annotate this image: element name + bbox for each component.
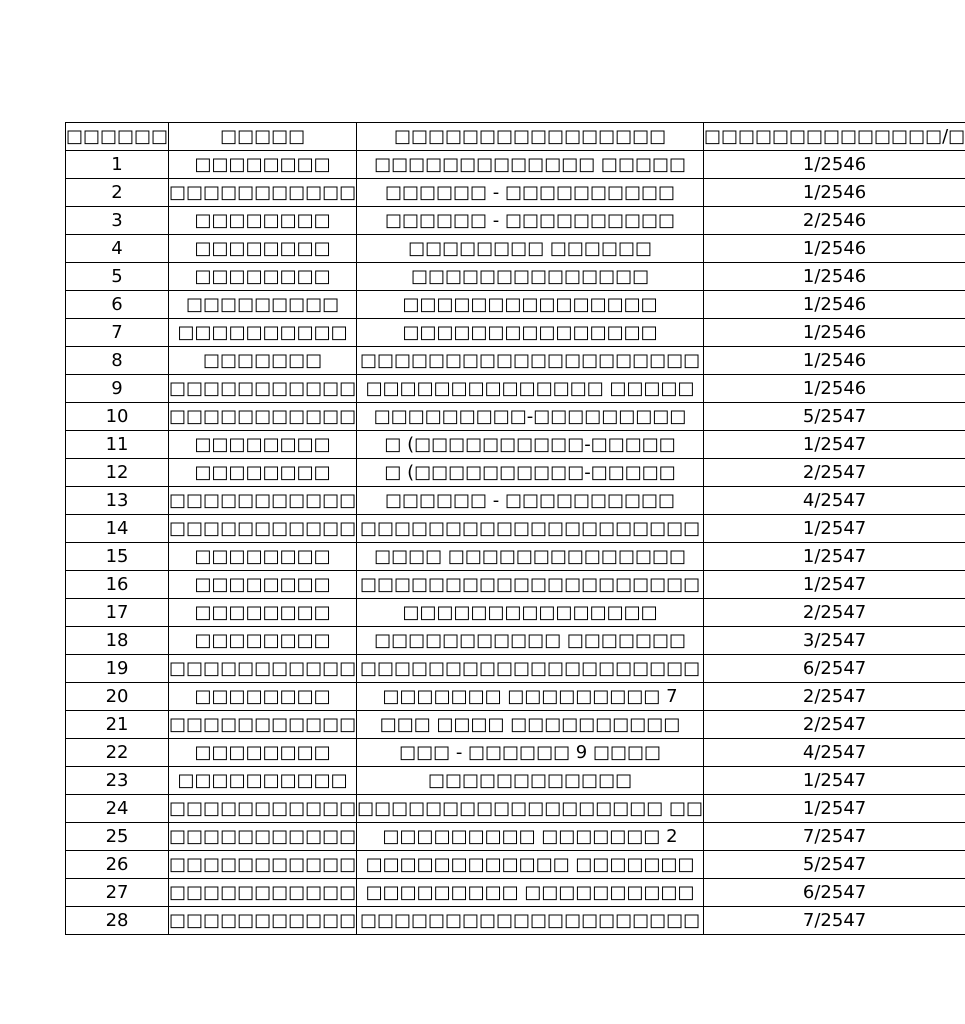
name-cell[interactable]: □□□□□□□□ □□□□□□ [357, 235, 704, 263]
period-cell[interactable]: 1/2546 [703, 151, 965, 179]
table-row [66, 683, 965, 711]
name-cell[interactable]: □□□□□□□□□□□□□□□□□□□□ [357, 571, 704, 599]
table-row [66, 711, 965, 739]
row-number-cell[interactable]: 6 [66, 291, 169, 319]
period-cell[interactable]: 1/2547 [703, 795, 965, 823]
row-number-cell[interactable]: 17 [66, 599, 169, 627]
type-cell[interactable]: □□□□□□□□□□□ [169, 795, 357, 823]
table-row [66, 179, 965, 207]
name-cell[interactable]: □□□□□□□□□□□□ [357, 767, 704, 795]
period-cell[interactable]: 4/2547 [703, 487, 965, 515]
name-cell[interactable]: □□□□□□ - □□□□□□□□□□ [357, 179, 704, 207]
table-row [66, 571, 965, 599]
table-row [66, 879, 965, 907]
type-cell[interactable]: □□□□□□□□ [169, 571, 357, 599]
type-cell[interactable]: □□□□□□□□□□□ [169, 179, 357, 207]
row-number-cell[interactable]: 15 [66, 543, 169, 571]
name-cell[interactable]: □□□□□□□□□□□□□□□ [357, 291, 704, 319]
period-cell[interactable]: 5/2547 [703, 851, 965, 879]
name-cell[interactable]: □□□□□□□□□□□□□□□□□□□□ [357, 347, 704, 375]
type-cell[interactable]: □□□□□□□□□□□ [169, 375, 357, 403]
row-number-cell[interactable]: 22 [66, 739, 169, 767]
type-cell[interactable]: □□□□□□□□□□□ [169, 403, 357, 431]
name-cell[interactable]: □ (□□□□□□□□□□-□□□□□ [357, 431, 704, 459]
type-cell[interactable]: □□□□□□□□ [169, 207, 357, 235]
table-row [66, 151, 965, 179]
row-number-cell[interactable]: 21 [66, 711, 169, 739]
type-cell[interactable]: □□□□□□□□□□□ [169, 907, 357, 935]
name-cell[interactable]: □□□□□□□□□□□□□□□□□□□□ [357, 655, 704, 683]
period-cell[interactable]: 2/2546 [703, 207, 965, 235]
table-row [66, 263, 965, 291]
row-number-cell[interactable]: 14 [66, 515, 169, 543]
row-number-cell[interactable]: 16 [66, 571, 169, 599]
name-cell[interactable]: □ (□□□□□□□□□□-□□□□□ [357, 459, 704, 487]
period-cell[interactable]: 1/2546 [703, 179, 965, 207]
header-cell-type[interactable]: □□□□□ [169, 123, 357, 151]
table-row [66, 767, 965, 795]
table-row [66, 375, 965, 403]
table-row [66, 347, 965, 375]
data-table [65, 122, 965, 935]
type-cell[interactable]: □□□□□□□□□□□ [169, 515, 357, 543]
type-cell[interactable]: □□□□□□□□ [169, 263, 357, 291]
table-row [66, 207, 965, 235]
table-row [66, 907, 965, 935]
period-cell[interactable]: 1/2546 [703, 319, 965, 347]
table-row [66, 627, 965, 655]
name-cell[interactable]: □□□□ □□□□□□□□□□□□□□ [357, 543, 704, 571]
table-row [66, 823, 965, 851]
row-number-cell[interactable]: 4 [66, 235, 169, 263]
period-cell[interactable]: 7/2547 [703, 907, 965, 935]
table-row [66, 487, 965, 515]
header-cell-number[interactable]: □□□□□□ [66, 123, 169, 151]
name-cell[interactable]: □□□□□□□□□ □□□□□□□ 2 [357, 823, 704, 851]
name-cell[interactable]: □□□□□□□□□-□□□□□□□□□ [357, 403, 704, 431]
period-cell[interactable]: 1/2546 [703, 375, 965, 403]
period-cell[interactable]: 7/2547 [703, 823, 965, 851]
period-cell[interactable]: 1/2546 [703, 263, 965, 291]
name-cell[interactable]: □□□ □□□□ □□□□□□□□□□ [357, 711, 704, 739]
period-cell[interactable]: 1/2546 [703, 347, 965, 375]
row-number-cell[interactable]: 8 [66, 347, 169, 375]
row-number-cell[interactable]: 11 [66, 431, 169, 459]
table-row [66, 431, 965, 459]
name-cell[interactable]: □□□□□□□□□□□□ □□□□□□□ [357, 851, 704, 879]
row-number-cell[interactable]: 28 [66, 907, 169, 935]
name-cell[interactable]: □□□□□□ - □□□□□□□□□□ [357, 207, 704, 235]
type-cell[interactable]: □□□□□□□□ [169, 235, 357, 263]
name-cell[interactable]: □□□□□□□□□□□□□ □□□□□ [357, 151, 704, 179]
table-row [66, 235, 965, 263]
spreadsheet [65, 122, 965, 935]
table-row [66, 851, 965, 879]
name-cell[interactable]: □□□□□□□□□□□□□□□□□□□□ [357, 907, 704, 935]
name-cell[interactable]: □□□□□□□□□□□□□□□ [357, 319, 704, 347]
name-cell[interactable]: □□□□□□□□□□□□□□□ [357, 599, 704, 627]
row-number-cell[interactable]: 25 [66, 823, 169, 851]
type-cell[interactable]: □□□□□□□□□ [169, 291, 357, 319]
type-cell[interactable]: □□□□□□□□ [169, 683, 357, 711]
table-row [66, 319, 965, 347]
row-number-cell[interactable]: 13 [66, 487, 169, 515]
header-cell-period[interactable]: □□□□□□□□□□□□□□/□ [703, 123, 965, 151]
period-cell[interactable]: 1/2547 [703, 543, 965, 571]
period-cell[interactable]: 2/2547 [703, 599, 965, 627]
table-row [66, 739, 965, 767]
type-cell[interactable]: □□□□□□□□ [169, 739, 357, 767]
row-number-cell[interactable]: 20 [66, 683, 169, 711]
period-cell[interactable]: 4/2547 [703, 739, 965, 767]
row-number-cell[interactable]: 1 [66, 151, 169, 179]
type-cell[interactable]: □□□□□□□□ [169, 627, 357, 655]
table-row [66, 459, 965, 487]
row-number-cell[interactable]: 5 [66, 263, 169, 291]
period-cell[interactable]: 1/2546 [703, 235, 965, 263]
row-number-cell[interactable]: 12 [66, 459, 169, 487]
name-cell[interactable]: □□□□□□□□□□□□□□□□□□□□ [357, 515, 704, 543]
period-cell[interactable]: 1/2547 [703, 571, 965, 599]
name-cell[interactable]: □□□□□□□□□ □□□□□□□□□□ [357, 879, 704, 907]
row-number-cell[interactable]: 18 [66, 627, 169, 655]
row-number-cell[interactable]: 9 [66, 375, 169, 403]
table-row [66, 655, 965, 683]
type-cell[interactable]: □□□□□□□□ [169, 431, 357, 459]
header-cell-name[interactable]: □□□□□□□□□□□□□□□□ [357, 123, 704, 151]
row-number-cell[interactable]: 10 [66, 403, 169, 431]
name-cell[interactable]: □□□□□□□□□□□□□□□□□□ □□ [357, 795, 704, 823]
period-cell[interactable]: 5/2547 [703, 403, 965, 431]
table-row [66, 543, 965, 571]
period-cell[interactable]: 3/2547 [703, 627, 965, 655]
name-cell[interactable]: □□□□□□□□□□□□□□ [357, 263, 704, 291]
type-cell[interactable]: □□□□□□□□□□□ [169, 655, 357, 683]
table-row [66, 403, 965, 431]
name-cell[interactable]: □□□□□□□□□□□ □□□□□□□ [357, 627, 704, 655]
type-cell[interactable]: □□□□□□□□□□□ [169, 879, 357, 907]
period-cell[interactable]: 6/2547 [703, 879, 965, 907]
period-cell[interactable]: 1/2546 [703, 291, 965, 319]
period-cell[interactable]: 2/2547 [703, 459, 965, 487]
type-cell[interactable]: □□□□□□□□□□□ [169, 851, 357, 879]
row-number-cell[interactable]: 23 [66, 767, 169, 795]
type-cell[interactable]: □□□□□□□□□□ [169, 319, 357, 347]
type-cell[interactable]: □□□□□□□□□□ [169, 767, 357, 795]
name-cell[interactable]: □□□□□□ - □□□□□□□□□□ [357, 487, 704, 515]
name-cell[interactable]: □□□□□□□□□□□□□□ □□□□□ [357, 375, 704, 403]
type-cell[interactable]: □□□□□□□□ [169, 459, 357, 487]
type-cell[interactable]: □□□□□□□□ [169, 543, 357, 571]
name-cell[interactable]: □□□ - □□□□□□ 9 □□□□ [357, 739, 704, 767]
table-row [66, 291, 965, 319]
period-cell[interactable]: 2/2547 [703, 711, 965, 739]
header-row [66, 123, 965, 151]
type-cell[interactable]: □□□□□□□□ [169, 151, 357, 179]
type-cell[interactable]: □□□□□□□□□□□ [169, 487, 357, 515]
table-row [66, 599, 965, 627]
table-row [66, 515, 965, 543]
type-cell[interactable]: □□□□□□□□ [169, 599, 357, 627]
row-number-cell[interactable]: 26 [66, 851, 169, 879]
row-number-cell[interactable]: 2 [66, 179, 169, 207]
type-cell[interactable]: □□□□□□□ [169, 347, 357, 375]
period-cell[interactable]: 1/2547 [703, 431, 965, 459]
table-row [66, 795, 965, 823]
row-number-cell[interactable]: 24 [66, 795, 169, 823]
row-number-cell[interactable]: 27 [66, 879, 169, 907]
row-number-cell[interactable]: 3 [66, 207, 169, 235]
period-cell[interactable]: 1/2547 [703, 767, 965, 795]
type-cell[interactable]: □□□□□□□□□□□ [169, 711, 357, 739]
period-cell[interactable]: 6/2547 [703, 655, 965, 683]
type-cell[interactable]: □□□□□□□□□□□ [169, 823, 357, 851]
period-cell[interactable]: 1/2547 [703, 515, 965, 543]
row-number-cell[interactable]: 7 [66, 319, 169, 347]
name-cell[interactable]: □□□□□□□ □□□□□□□□□ 7 [357, 683, 704, 711]
row-number-cell[interactable]: 19 [66, 655, 169, 683]
period-cell[interactable]: 2/2547 [703, 683, 965, 711]
